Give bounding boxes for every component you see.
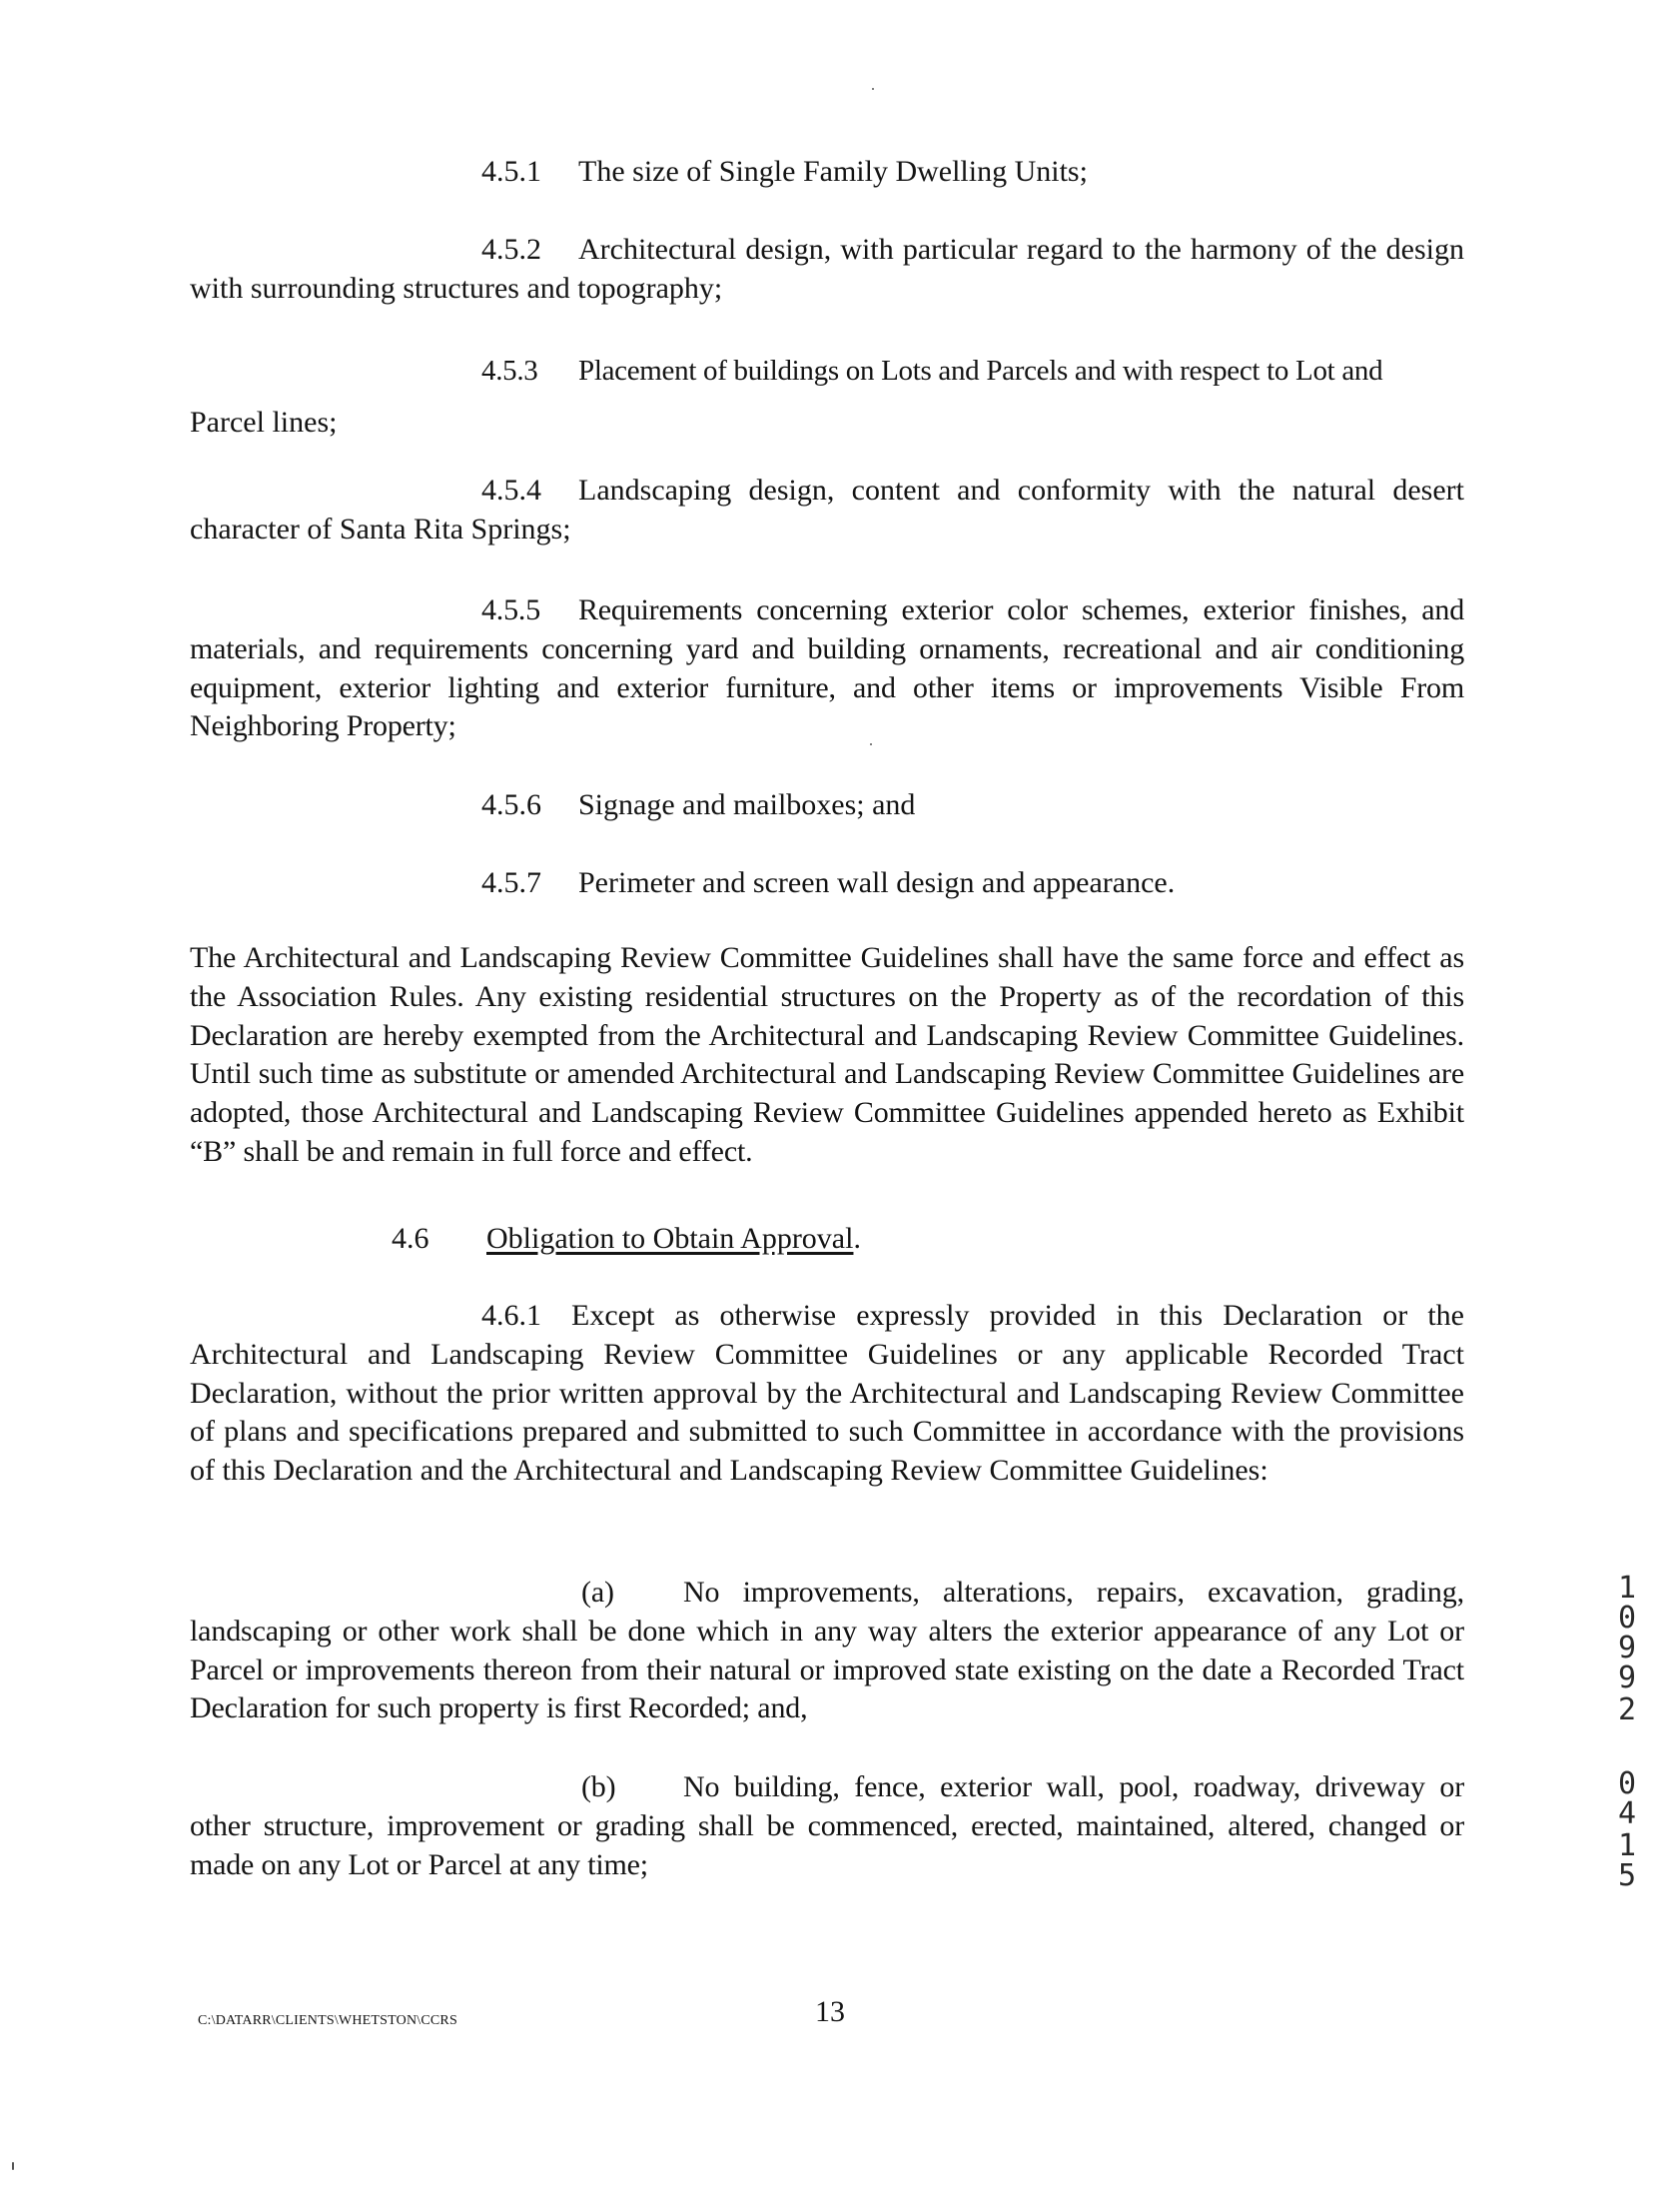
item-text: Perimeter and screen wall design and appearance.	[578, 866, 1176, 899]
subitem-a	[190, 1574, 1464, 1728]
item-4-5-1	[481, 153, 1088, 191]
item-text: Architectural design, with particular regard to the harmony of the design with surrounding structures and topography;	[190, 233, 1464, 305]
recording-stamp-digit: 9	[1617, 1660, 1637, 1695]
subitem-text: No building, fence, exterior wall, pool, roadway, driveway or other structure, improvement or grading shall be commenced, erected, maintained, altered, changed or made on any Lot or Parcel at any time;	[190, 1770, 1464, 1881]
recording-stamp-digit: 5	[1617, 1858, 1637, 1893]
item-4-5-4	[190, 472, 1464, 550]
item-text: Placement of buildings on Lots and Parcels and with respect to Lot and	[578, 355, 1383, 387]
item-number: 4.5.7	[481, 866, 541, 899]
item-text: Landscaping design, content and conformity with the natural desert character of Santa Rita Springs;	[190, 474, 1464, 546]
recording-stamp-digit: 1	[1617, 1828, 1637, 1863]
subitem-text: No improvements, alterations, repairs, excavation, grading, landscaping or other work shall be done which in any way alters the exterior appearance of any Lot or Parcel or improvements thereon from their natural or improved state existing on the date a Recorded Tract Declaration for such property is first Recorded; and,	[190, 1576, 1464, 1725]
section-title: Obligation to Obtain Approval	[486, 1222, 854, 1255]
footer-file-path: C:\DATARR\CLIENTS\WHETSTON\CCRS	[198, 2013, 457, 2028]
section-4-6-heading	[392, 1220, 861, 1258]
item-4-5-7	[481, 864, 1175, 902]
item-4-5-2	[190, 231, 1464, 309]
item-number: 4.5.3	[481, 355, 538, 387]
item-text: Signage and mailboxes; and	[578, 788, 916, 821]
item-4-5-6	[481, 786, 915, 824]
item-text: The size of Single Family Dwelling Units;	[578, 155, 1088, 188]
section-number: 4.6	[392, 1222, 429, 1255]
recording-stamp-digit: 0	[1617, 1766, 1637, 1801]
item-number: 4.5.5	[481, 593, 541, 626]
item-4-5-3	[481, 352, 1382, 390]
scan-speck	[870, 743, 872, 745]
scan-speck	[872, 88, 874, 90]
subitem-label: (b)	[581, 1770, 616, 1803]
item-text: Requirements concerning exterior color schemes, exterior finishes, and materials, and requirements concerning yard and building ornaments, recreational and air conditioning equipment, exterior lighting and exterior furniture, and other items or improvements Visible From Neighboring Property;	[190, 593, 1464, 743]
item-number: 4.5.6	[481, 788, 541, 821]
recording-stamp-digit: 4	[1617, 1796, 1637, 1831]
item-4-5-3-continuation: Parcel lines;	[190, 406, 338, 439]
item-4-6-1	[190, 1297, 1464, 1491]
item-4-5-5	[190, 591, 1464, 746]
recording-stamp-digit: 1	[1617, 1571, 1637, 1606]
guidelines-paragraph: The Architectural and Landscaping Review Committee Guidelines shall have the same force and effect as the Association Rules. Any existing residential structures on the Property as of the recordation of this Declaration are hereby exempted from the Architectural and Landscaping Review Committee Guidelines. Until such time as substitute or amended Architectural and Landscaping Review Committee Guidelines are adopted, those Architectural and Landscaping Review Committee Guidelines appended hereto as Exhibit “B” shall be and remain in full force and effect.	[190, 941, 1464, 1168]
subitem-label: (a)	[581, 1576, 614, 1609]
subitem-b	[190, 1768, 1464, 1884]
item-number: 4.6.1	[481, 1299, 541, 1332]
recording-stamp-digit: 9	[1617, 1631, 1637, 1665]
recording-stamp-digit: 0	[1617, 1601, 1637, 1636]
scan-speck	[12, 2162, 14, 2170]
item-number: 4.5.1	[481, 155, 541, 188]
item-number: 4.5.4	[481, 474, 541, 507]
item-text: Except as otherwise expressly provided in this Declaration or the Architectural and Landscaping Review Committee Guidelines or any applicable Recorded Tract Declaration, without the prior written approval by the Architectural and Landscaping Review Committee of plans and specifications prepared and submitted to such Committee in accordance with the provisions of this Declaration and the Architectural and Landscaping Review Committee Guidelines:	[190, 1299, 1464, 1488]
item-number: 4.5.2	[481, 233, 541, 266]
section-title-punctuation: .	[853, 1222, 861, 1255]
page-number: 13	[815, 1995, 845, 2028]
recording-stamp-digit: 2	[1617, 1692, 1637, 1727]
